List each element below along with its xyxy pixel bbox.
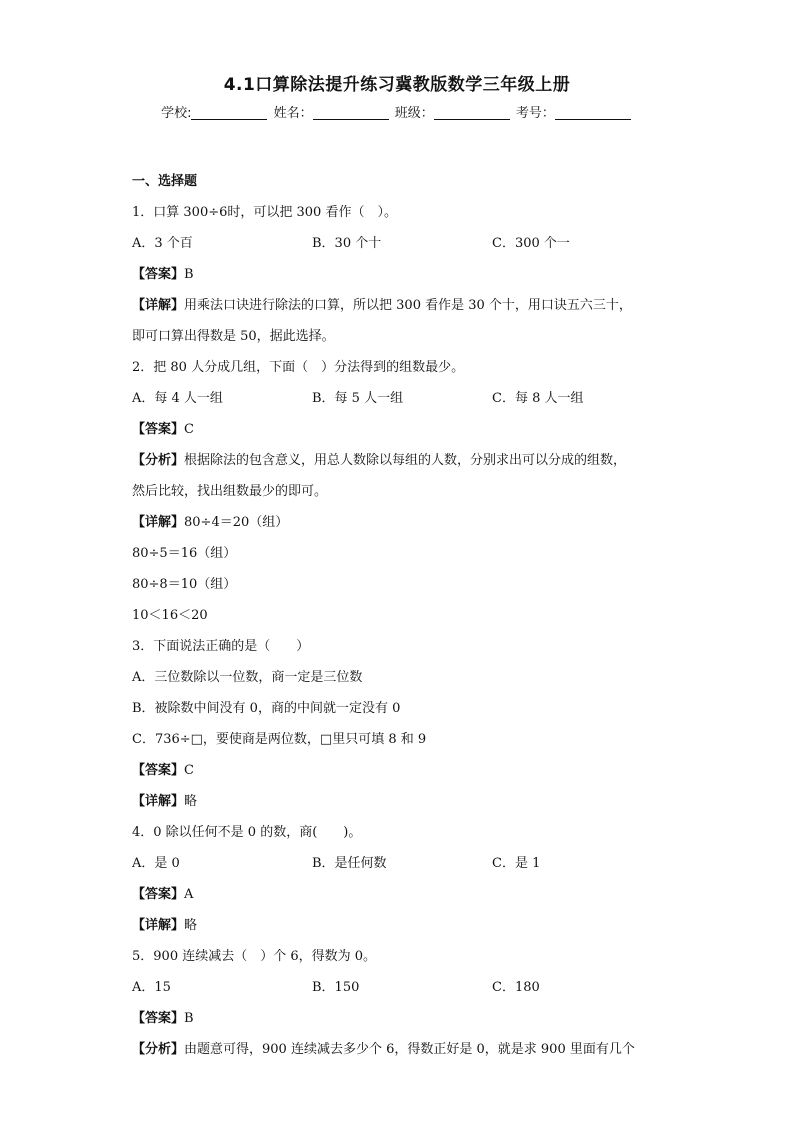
- question-3-stem: 3．下面说法正确的是（ ）: [132, 639, 310, 654]
- exam-number-label: 考号：: [515, 106, 555, 121]
- detail-text: 略: [184, 918, 198, 933]
- detail-text: 用乘法口诀进行除法的口算，所以把 300 看作是 30 个十，用口诀五六三十，: [184, 298, 632, 313]
- class-blank: [434, 106, 510, 120]
- question-4-answer: [132, 879, 672, 910]
- question-5-stem: 5．900 连续减去（ ）个 6，得数为 0。: [132, 949, 377, 964]
- name-blank: [313, 106, 389, 120]
- question-4-options: [132, 848, 672, 879]
- school-blank: [191, 106, 267, 120]
- detail-tag: 【详解】: [132, 298, 185, 313]
- detail-tag: 【详解】: [132, 918, 185, 933]
- question-1-detail-cont: 即可口算出得数是 50，据此选择。: [132, 329, 335, 344]
- answer-value: A: [184, 887, 194, 902]
- question-3-answer: [132, 755, 672, 786]
- option-c: C．是 1: [492, 856, 541, 871]
- question-2-detail-line: 10＜16＜20: [132, 608, 208, 623]
- question-5-options: [132, 972, 672, 1003]
- question-2-detail: [132, 507, 672, 538]
- answer-value: B: [184, 267, 194, 282]
- question-list: [132, 166, 672, 1065]
- option-a: A．三位数除以一位数，商一定是三位数: [132, 670, 363, 685]
- answer-tag: 【答案】: [132, 267, 185, 282]
- question-3-detail: [132, 786, 672, 817]
- option-c: C．736÷□，要使商是两位数，□里只可填 8 和 9: [132, 732, 427, 747]
- analysis-tag: 【分析】: [132, 453, 185, 468]
- question-1-detail: [132, 290, 672, 321]
- detail-tag: 【详解】: [132, 794, 185, 809]
- question-4-detail: [132, 910, 672, 941]
- student-info-line: [0, 102, 794, 121]
- analysis-text: 由题意可得，900 连续减去多少个 6，得数正好是 0，就是求 900 里面有几个: [184, 1042, 635, 1057]
- answer-value: B: [184, 1011, 194, 1026]
- detail-text: 80÷4＝20（组）: [184, 515, 289, 530]
- question-2-answer: [132, 414, 672, 445]
- analysis-tag: 【分析】: [132, 1042, 185, 1057]
- answer-tag: 【答案】: [132, 1011, 185, 1026]
- option-b: B．150: [312, 980, 360, 995]
- question-4-stem: 4．0 除以任何不是 0 的数，商( )。: [132, 825, 362, 840]
- exam-number-blank: [555, 106, 631, 120]
- option-b: B．30 个十: [312, 236, 382, 251]
- question-1-stem: 1．口算 300÷6时，可以把 300 看作（ ）。: [132, 205, 397, 220]
- option-c: C．300 个一: [492, 236, 570, 251]
- option-b: B．被除数中间没有 0，商的中间就一定没有 0: [132, 701, 401, 716]
- page-title: 4.1口算除法提升练习冀教版数学三年级上册: [223, 75, 571, 95]
- question-5-analysis: [132, 1034, 672, 1065]
- option-c: C．180: [492, 980, 540, 995]
- answer-tag: 【答案】: [132, 887, 185, 902]
- question-2-analysis: [132, 445, 672, 476]
- question-2-detail-line: 80÷8＝10（组）: [132, 577, 237, 592]
- answer-value: C: [184, 763, 194, 778]
- question-1-options: [132, 228, 672, 259]
- question-2-detail-line: 80÷5＝16（组）: [132, 546, 237, 561]
- option-b: B．每 5 人一组: [312, 391, 404, 406]
- option-a: A．3 个百: [132, 236, 193, 251]
- question-2-options: [132, 383, 672, 414]
- detail-tag: 【详解】: [132, 515, 185, 530]
- analysis-text: 根据除法的包含意义，用总人数除以每组的人数，分别求出可以分成的组数，: [184, 453, 627, 468]
- answer-tag: 【答案】: [132, 763, 185, 778]
- answer-value: C: [184, 422, 194, 437]
- option-a: A．是 0: [132, 856, 180, 871]
- school-label: 学校:: [161, 106, 192, 121]
- option-b: B．是任何数: [312, 856, 387, 871]
- question-1-answer: [132, 259, 672, 290]
- option-a: A．每 4 人一组: [132, 391, 223, 406]
- question-5-answer: [132, 1003, 672, 1034]
- option-c: C．每 8 人一组: [492, 391, 584, 406]
- question-2-stem: 2．把 80 人分成几组，下面（ ）分法得到的组数最少。: [132, 360, 465, 375]
- option-a: A．15: [132, 980, 171, 995]
- section-title: 一、选择题: [132, 174, 198, 189]
- name-label: 姓名：: [273, 106, 313, 121]
- detail-text: 略: [184, 794, 198, 809]
- class-label: 班级：: [394, 106, 434, 121]
- answer-tag: 【答案】: [132, 422, 185, 437]
- question-2-analysis-cont: 然后比较，找出组数最少的即可。: [132, 484, 328, 499]
